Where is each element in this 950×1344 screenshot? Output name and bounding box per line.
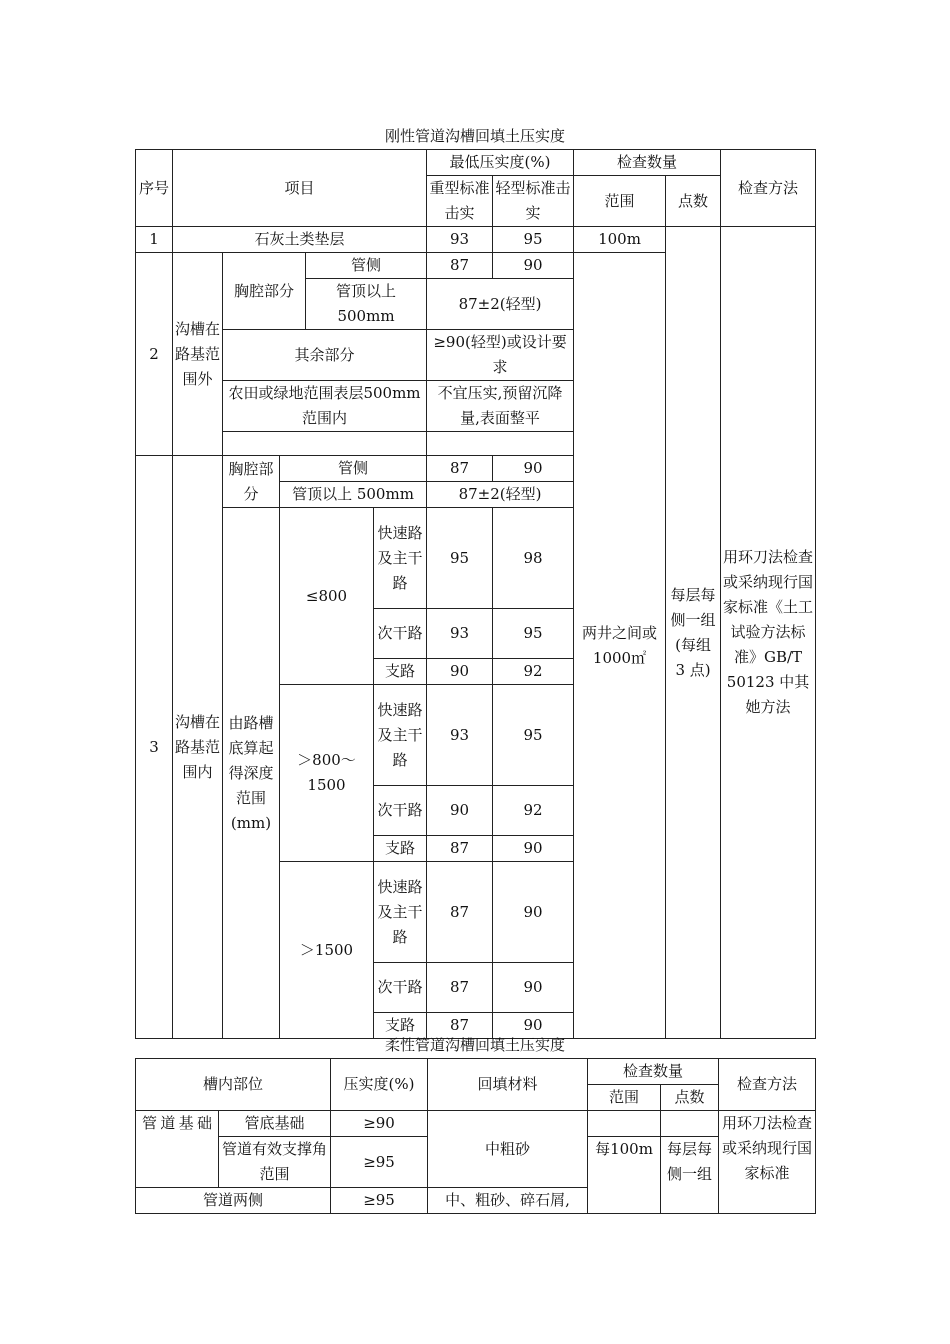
- row2-group: 沟槽在路基范围外: [173, 253, 223, 456]
- d1-sub-heavy: 93: [427, 609, 493, 659]
- d2-sub-light: 92: [493, 786, 574, 836]
- header-range: 范围: [574, 176, 666, 227]
- row2-side-heavy: 87: [427, 253, 493, 279]
- road-branch: 支路: [374, 659, 427, 685]
- d2-sub-heavy: 90: [427, 786, 493, 836]
- d1-express-heavy: 95: [427, 508, 493, 609]
- header-check-qty: 检查数量: [574, 150, 721, 176]
- row2-side-light: 90: [493, 253, 574, 279]
- t2-base-bottom-value: ≥90: [331, 1111, 428, 1137]
- row3-top: 管顶以上 500mm: [280, 482, 427, 508]
- t2-base-bottom: 管底基础: [219, 1111, 331, 1137]
- t2-both-sides: 管道两侧: [136, 1188, 331, 1214]
- t2-header-points: 点数: [661, 1085, 719, 1111]
- d3-express-heavy: 87: [427, 862, 493, 963]
- d3-sub-heavy: 87: [427, 963, 493, 1013]
- road-express: 快速路及主干路: [374, 685, 427, 786]
- row3-top-value: 87±2(轻型): [427, 482, 574, 508]
- d3-sub-light: 90: [493, 963, 574, 1013]
- row2-rest: 其余部分: [223, 330, 427, 381]
- row3-side: 管侧: [280, 456, 427, 482]
- road-branch: 支路: [374, 1013, 427, 1039]
- t2-points-1: 每层每侧一组: [661, 1137, 719, 1214]
- road-express: 快速路及主干路: [374, 508, 427, 609]
- row2-top-value: 87±2(轻型): [427, 279, 574, 330]
- road-sub: 次干路: [374, 786, 427, 836]
- row2-chest: 胸腔部分: [223, 253, 306, 330]
- row2-farm: 农田或绿地范围表层500mm 范围内: [223, 381, 427, 432]
- d3-express-light: 90: [493, 862, 574, 963]
- d1-sub-light: 95: [493, 609, 574, 659]
- d2-express-heavy: 93: [427, 685, 493, 786]
- header-item: 项目: [173, 150, 427, 227]
- row3-seq: 3: [136, 456, 173, 1039]
- t2-header-material: 回填材料: [428, 1059, 588, 1111]
- row3-depth: 由路槽底算起得深度范围(mm): [223, 508, 280, 1039]
- t2-support-value: ≥95: [331, 1137, 428, 1188]
- row1-seq: 1: [136, 227, 173, 253]
- d3-branch-light: 90: [493, 1013, 574, 1039]
- d1-branch-heavy: 90: [427, 659, 493, 685]
- range-main: 两井之间或 1000㎡: [574, 253, 666, 1039]
- points-main: 每层每侧一组(每组 3 点): [666, 227, 721, 1039]
- t2-header-range: 范围: [588, 1085, 661, 1111]
- t2-method: 用环刀法检查或采纳现行国家标准: [719, 1111, 816, 1214]
- road-sub: 次干路: [374, 609, 427, 659]
- t2-both-sides-value: ≥95: [331, 1188, 428, 1214]
- row2-seq: 2: [136, 253, 173, 456]
- d1-branch-light: 92: [493, 659, 574, 685]
- t2-header-method: 检查方法: [719, 1059, 816, 1111]
- row3-side-light: 90: [493, 456, 574, 482]
- row1-range: 100m: [574, 227, 666, 253]
- flexible-pipe-compaction-table: [135, 1058, 816, 1214]
- header-min-compaction: 最低压实度(%): [427, 150, 574, 176]
- t2-material-1: 中粗砂: [428, 1111, 588, 1188]
- road-sub: 次干路: [374, 963, 427, 1013]
- d3-branch-heavy: 87: [427, 1013, 493, 1039]
- header-points: 点数: [666, 176, 721, 227]
- t2-header-compaction: 压实度(%): [331, 1059, 428, 1111]
- d2-express-light: 95: [493, 685, 574, 786]
- d2-branch-heavy: 87: [427, 836, 493, 862]
- road-branch: 支路: [374, 836, 427, 862]
- header-heavy: 重型标准击实: [427, 176, 493, 227]
- header-seq: 序号: [136, 150, 173, 227]
- d2-branch-light: 90: [493, 836, 574, 862]
- row3-side-heavy: 87: [427, 456, 493, 482]
- t2-material-2: 中、粗砂、碎石屑,: [428, 1188, 588, 1214]
- row1-item: 石灰土类垫层: [173, 227, 427, 253]
- row2-farm-value: 不宜压实,预留沉降量,表面整平: [427, 381, 574, 432]
- t2-base: 管道基础: [136, 1111, 219, 1188]
- row3-chest: 胸腔部分: [223, 456, 280, 508]
- row1-light: 95: [493, 227, 574, 253]
- depth-800: ≤800: [280, 508, 374, 685]
- t2-header-qty: 检查数量: [588, 1059, 719, 1085]
- d1-express-light: 98: [493, 508, 574, 609]
- rigid-pipe-compaction-table: [135, 149, 816, 1039]
- method-main: 用环刀法检查或采纳现行国家标准《土工试验方法标准》GB/T 50123 中其她方法: [721, 227, 816, 1039]
- t2-range-1: 每100m: [588, 1137, 661, 1214]
- row2-top: 管顶以上500mm: [306, 279, 427, 330]
- row3-group: 沟槽在路基范围内: [173, 456, 223, 1039]
- depth-800-1500: ＞800～1500: [280, 685, 374, 862]
- row2-rest-value: ≥90(轻型)或设计要求: [427, 330, 574, 381]
- t2-support: 管道有效支撑角范围: [219, 1137, 331, 1188]
- header-light: 轻型标准击实: [493, 176, 574, 227]
- header-method: 检查方法: [721, 150, 816, 227]
- road-express: 快速路及主干路: [374, 862, 427, 963]
- row2-side: 管侧: [306, 253, 427, 279]
- row1-heavy: 93: [427, 227, 493, 253]
- table2-title: 柔性管道沟槽回填土压实度: [384, 1036, 565, 1054]
- table1-title: 刚性管道沟槽回填土压实度: [384, 127, 565, 145]
- depth-1500: ＞1500: [280, 862, 374, 1039]
- t2-header-part: 槽内部位: [136, 1059, 331, 1111]
